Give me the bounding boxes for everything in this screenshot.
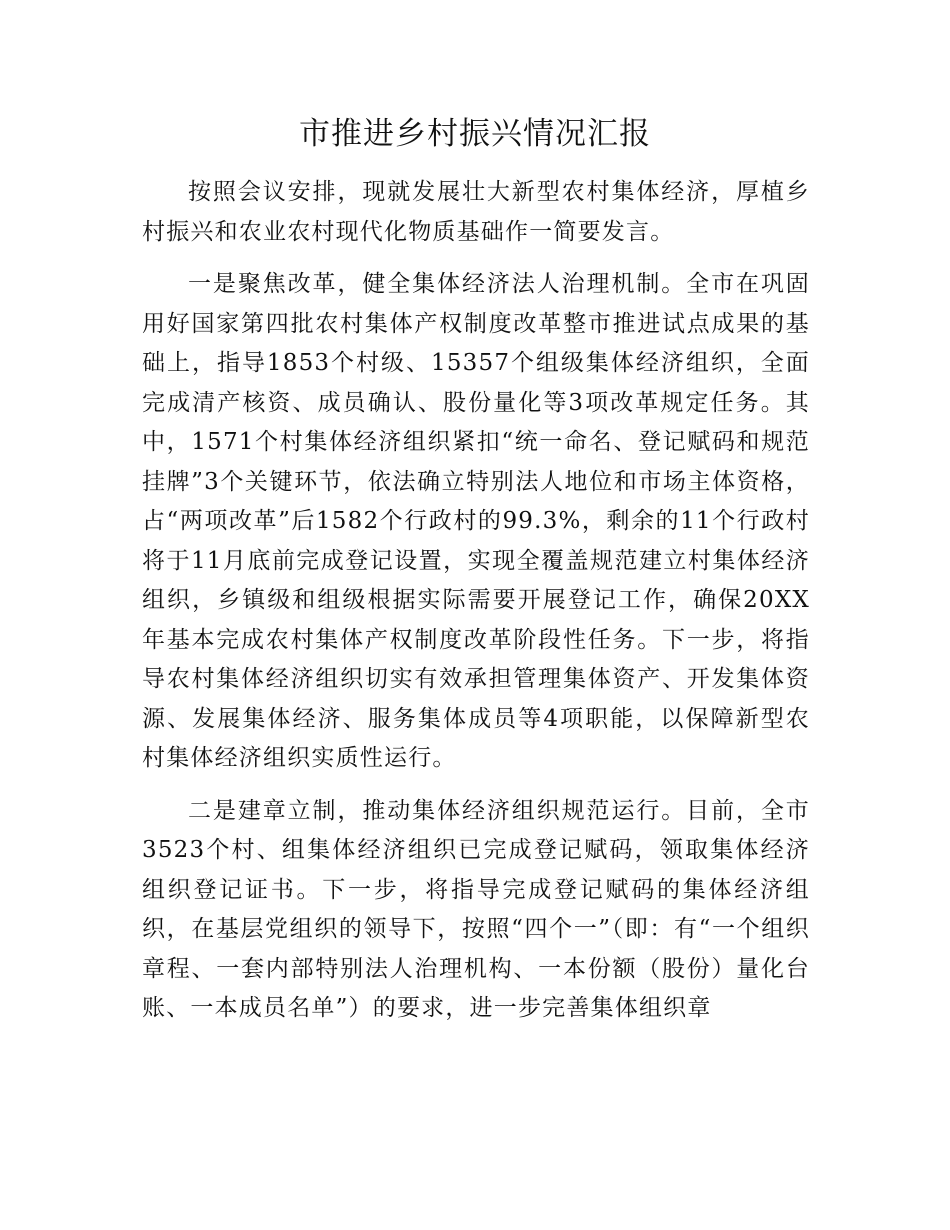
paragraph-intro: 按照会议安排，现就发展壮大新型农村集体经济，厚植乡村振兴和农业农村现代化物质基础作一简要发言。	[142, 179, 810, 245]
paragraph-reform: 一是聚焦改革，健全集体经济法人治理机制。全市在巩固用好国家第四批农村集体产权制度改革整市推进试点成果的基础上，指导1853个村级、15357个组级集体经济组织，全面完成清产核资、成员确认、股份量化等3项改革规定任务。其中，1571个村集体经济组织紧扣“统一命名、登记赋码和规范挂牌”3个关键环节，依法确立特别法人地位和市场主体资格，占“两项改革”后1582个行政村的99.3%，剩余的11个行政村将于11月底前完成登记设置，实现全覆盖规范建立村集体经济组织，乡镇级和组级根据实际需要开展登记工作，确保20XX年基本完成农村集体产权制度改革阶段性任务。下一步，将指导农村集体经济组织切实有效承担管理集体资产、开发集体资源、发展集体经济、服务集体成员等4项职能，以保障新型农村集体经济组织实质性运行。	[142, 271, 810, 771]
paragraph-regulation: 二是建章立制，推动集体经济组织规范运行。目前，全市3523个村、组集体经济组织已完成登记赋码，领取集体经济组织登记证书。下一步，将指导完成登记赋码的集体经济组织，在基层党组织的领导下，按照“四个一”（即：有“一个组织章程、一套内部特别法人治理机构、一本份额（股份）量化台账、一本成员名单”）的要求，进一步完善集体组织章	[142, 797, 810, 1021]
page-title: 市推进乡村振兴情况汇报	[299, 116, 651, 152]
document-body	[142, 173, 810, 1029]
